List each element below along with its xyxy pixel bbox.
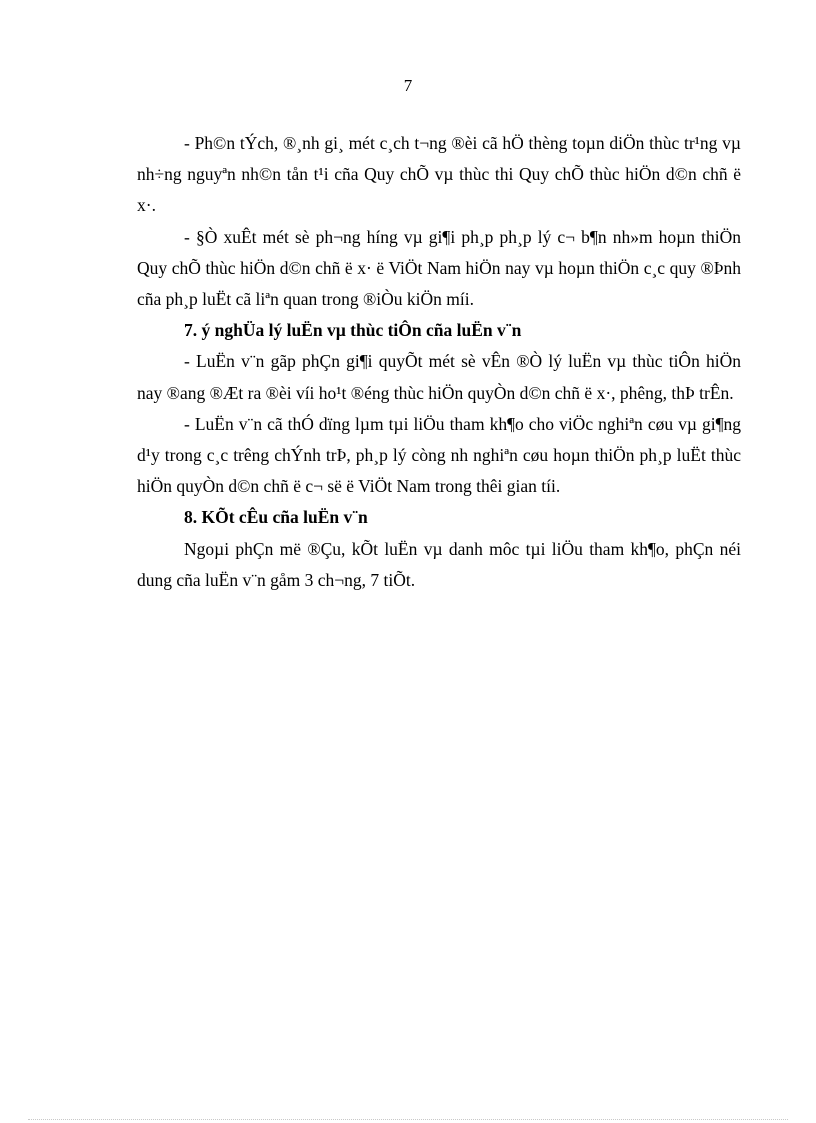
body-paragraph: - LuËn v¨n cã thÓ dïng lµm tµi liÖu tham kh¶o cho viÖc nghiªn cøu vµ gi¶ng d¹y trong c¸c trêng chÝnh trÞ, ph¸p lý còng nh nghiªn cøu hoµn thiÖn ph¸p luËt thùc hiÖn quyÒn d©n chñ ë c¬ së ë ViÖt Nam trong thêi gian tíi. [137, 413, 741, 497]
section-heading: 8. KÕt cÊu cña luËn v¨n [184, 507, 368, 528]
page-bottom-divider [28, 1119, 788, 1120]
body-paragraph: - LuËn v¨n gãp phÇn gi¶i quyÕt mét sè vÊn ®Ò lý luËn vµ thùc tiÔn hiÖn nay ®ang ®Æt ra ®èi víi ho¹t ®éng thùc hiÖn quyÒn d©n chñ ë x·, phêng, thÞ trÊn. [137, 351, 741, 403]
section-heading: 7. ý nghÜa lý luËn vµ thùc tiÔn cña luËn v¨n [184, 320, 522, 341]
body-paragraph: - Ph©n tÝch, ®¸nh gi¸ mét c¸ch t¬ng ®èi cã hÖ thèng toµn diÖn thùc tr¹ng vµ nh÷ng nguyªn nh©n tån t¹i cña Quy chÕ vµ thùc thi Quy chÕ thùc hiÖn d©n chñ ë x·. [137, 133, 741, 216]
body-paragraph: Ngoµi phÇn më ®Çu, kÕt luËn vµ danh môc tµi liÖu tham kh¶o, phÇn néi dung cña luËn v¨n gåm 3 ch¬ng, 7 tiÕt. [137, 538, 741, 590]
body-paragraph: - §Ò xuÊt mét sè ph¬ng híng vµ gi¶i ph¸p ph¸p lý c¬ b¶n nh»m hoµn thiÖn Quy chÕ thùc hiÖn d©n chñ ë x· ë ViÖt Nam hiÖn nay vµ hoµn thiÖn c¸c quy ®Þnh cña ph¸p luËt cã liªn quan trong ®iÒu kiÖn míi. [137, 226, 741, 310]
document-body [137, 128, 741, 596]
page-number: 7 [403, 76, 413, 95]
